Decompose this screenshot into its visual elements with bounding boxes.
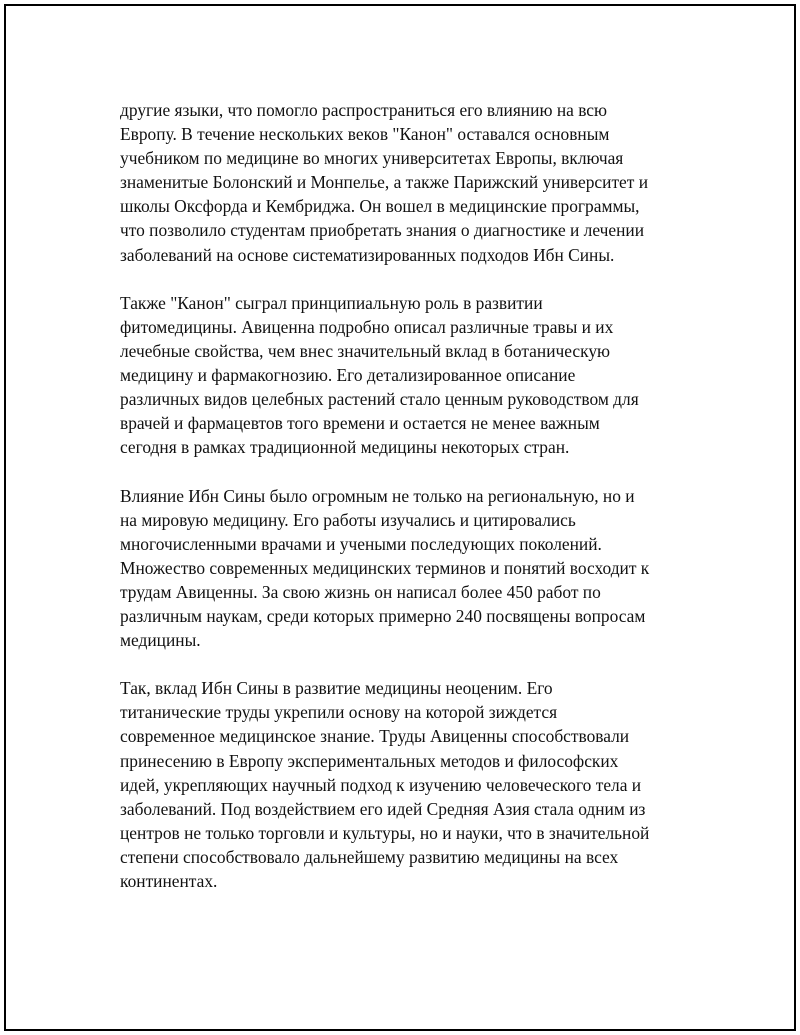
text-line: современное медицинское знание. Труды Авиценны способствовали <box>120 726 630 747</box>
text-line: медицины. <box>120 630 201 651</box>
paragraph-1 <box>120 98 695 267</box>
text-line: лечебные свойства, чем внес значительный вклад в ботаническую <box>120 340 611 361</box>
text-line: степени способствовало дальнейшему развитию медицины на всех <box>120 846 619 867</box>
text-line: Влияние Ибн Сины было огромным не только на региональную, но и <box>120 485 635 506</box>
document-page <box>4 4 796 1031</box>
text-line: заболеваний. Под воздействием его идей Средняя Азия стала одним из <box>120 798 646 819</box>
text-line: центров не только торговли и культуры, но и науки, что в значительной <box>120 822 650 843</box>
text-line: Европу. В течение нескольких веков "Канон" оставался основным <box>120 124 610 145</box>
paragraph-3 <box>120 484 695 653</box>
text-line: знаменитые Болонский и Монпелье, а также Парижский университет и <box>120 172 649 193</box>
text-line: многочисленными врачами и учеными последующих поколений. <box>120 533 602 554</box>
text-line: сегодня в рамках традиционной медицины некоторых стран. <box>120 437 570 458</box>
text-line: различных видов целебных растений стало ценным руководством для <box>120 389 639 410</box>
paragraph-4 <box>120 676 695 893</box>
text-line: Так, вклад Ибн Сины в развитие медицины неоценим. Его <box>120 678 553 699</box>
text-line: заболеваний на основе систематизированных подходов Ибн Сины. <box>120 244 615 265</box>
text-line: титанические труды укрепили основу на которой зиждется <box>120 702 558 723</box>
text-line: трудам Авиценны. За свою жизнь он написал более 450 работ по <box>120 581 601 602</box>
text-line: Множество современных медицинских терминов и понятий восходит к <box>120 557 650 578</box>
text-line: медицину и фармакогнозию. Его детализированное описание <box>120 365 576 386</box>
text-line: что позволило студентам приобретать знания о диагностике и лечении <box>120 220 645 241</box>
text-line: принесению в Европу экспериментальных методов и философских <box>120 750 619 771</box>
text-line: врачей и фармацевтов того времени и остается не менее важным <box>120 413 600 434</box>
text-line: на мировую медицину. Его работы изучались и цитировались <box>120 509 576 530</box>
text-line: школы Оксфорда и Кембриджа. Он вошел в медицинские программы, <box>120 196 640 217</box>
text-line: учебником по медицине во многих университетах Европы, включая <box>120 148 624 169</box>
text-line: другие языки, что помогло распространиться его влиянию на всю <box>120 100 608 120</box>
text-line: различным наукам, среди которых примерно 240 посвящены вопросам <box>120 605 646 626</box>
document-body <box>120 98 695 917</box>
text-line: континентах. <box>120 871 218 891</box>
text-line: фитомедицины. Авиценна подробно описал различные травы и их <box>120 316 614 337</box>
text-line: Также "Канон" сыграл принципиальную роль в развитии <box>120 292 543 313</box>
text-line: идей, укрепляющих научный подход к изучению человеческого тела и <box>120 774 642 795</box>
paragraph-2 <box>120 291 695 460</box>
